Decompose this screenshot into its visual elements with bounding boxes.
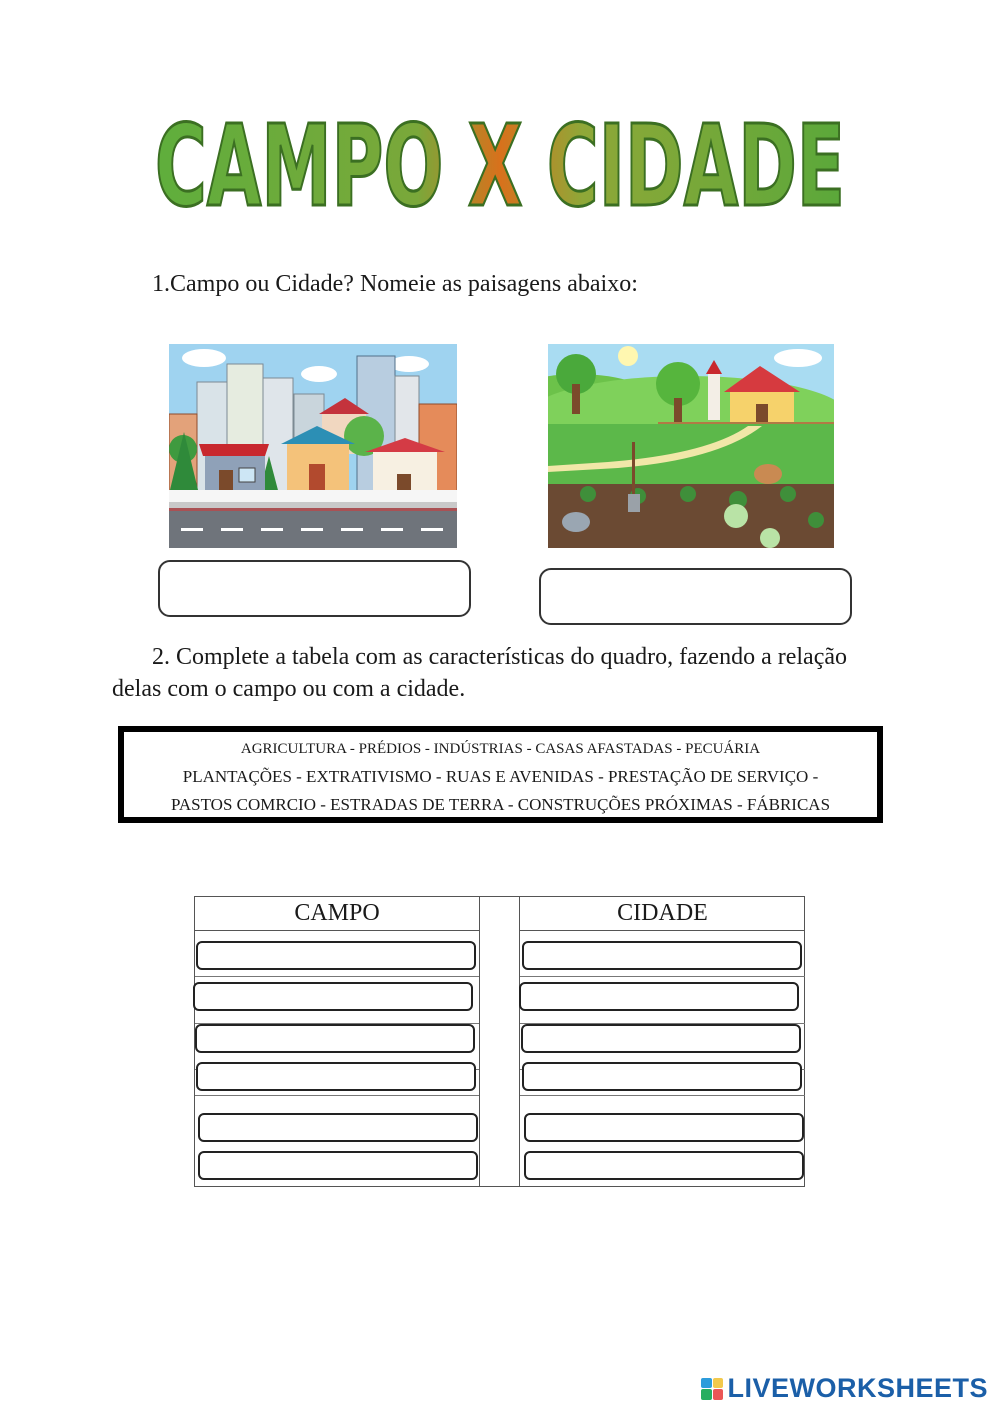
liveworksheets-logo: [701, 1373, 988, 1404]
cidade-header: CIDADE: [520, 897, 805, 931]
cidade-answer-input[interactable]: [521, 1024, 801, 1053]
word-bank: [118, 726, 883, 823]
word-bank-line: PASTOS COMRCIO - ESTRADAS DE TERRA - CONSTRUÇÕES PRÓXIMAS - FÁBRICAS: [170, 795, 831, 814]
cidade-answer-input[interactable]: [522, 941, 802, 970]
table-spacer-column: [480, 897, 520, 1186]
campo-header: CAMPO: [195, 897, 479, 931]
campo-answer-input[interactable]: [193, 982, 473, 1011]
campo-column: [195, 897, 480, 1186]
city-landscape-image: [169, 344, 457, 548]
countryside-answer-input[interactable]: [539, 568, 852, 625]
campo-answer-input[interactable]: [195, 1024, 475, 1053]
liveworksheets-icon: [701, 1378, 723, 1400]
campo-answer-input[interactable]: [198, 1113, 478, 1142]
cidade-column: [520, 897, 805, 1186]
campo-answer-input[interactable]: [198, 1151, 478, 1180]
worksheet-title: [150, 95, 850, 230]
cidade-answer-input[interactable]: [519, 982, 799, 1011]
word-bank-line: AGRICULTURA - PRÉDIOS - INDÚSTRIAS - CASAS AFASTADAS - PECUÁRIA: [240, 741, 761, 757]
countryside-landscape-image: [548, 344, 834, 548]
campo-answer-input[interactable]: [196, 941, 476, 970]
campo-answer-input[interactable]: [196, 1062, 476, 1091]
title-text: CAMPO X CIDADE: [155, 102, 845, 230]
word-bank-line: PLANTAÇÕES - EXTRATIVISMO - RUAS E AVENIDAS - PRESTAÇÃO DE SERVIÇO -: [182, 767, 819, 786]
cidade-answer-input[interactable]: [524, 1151, 804, 1180]
brand-name: LIVEWORKSHEETS: [727, 1373, 988, 1403]
question-2: 2. Complete a tabela com as características do quadro, fazendo a relação delas com o campo ou com a cidade.: [112, 644, 847, 702]
cidade-answer-input[interactable]: [522, 1062, 802, 1091]
city-answer-input[interactable]: [158, 560, 471, 617]
cidade-answer-input[interactable]: [524, 1113, 804, 1142]
classification-table: [194, 896, 805, 1187]
question-1: 1.Campo ou Cidade? Nomeie as paisagens abaixo:: [152, 271, 638, 297]
